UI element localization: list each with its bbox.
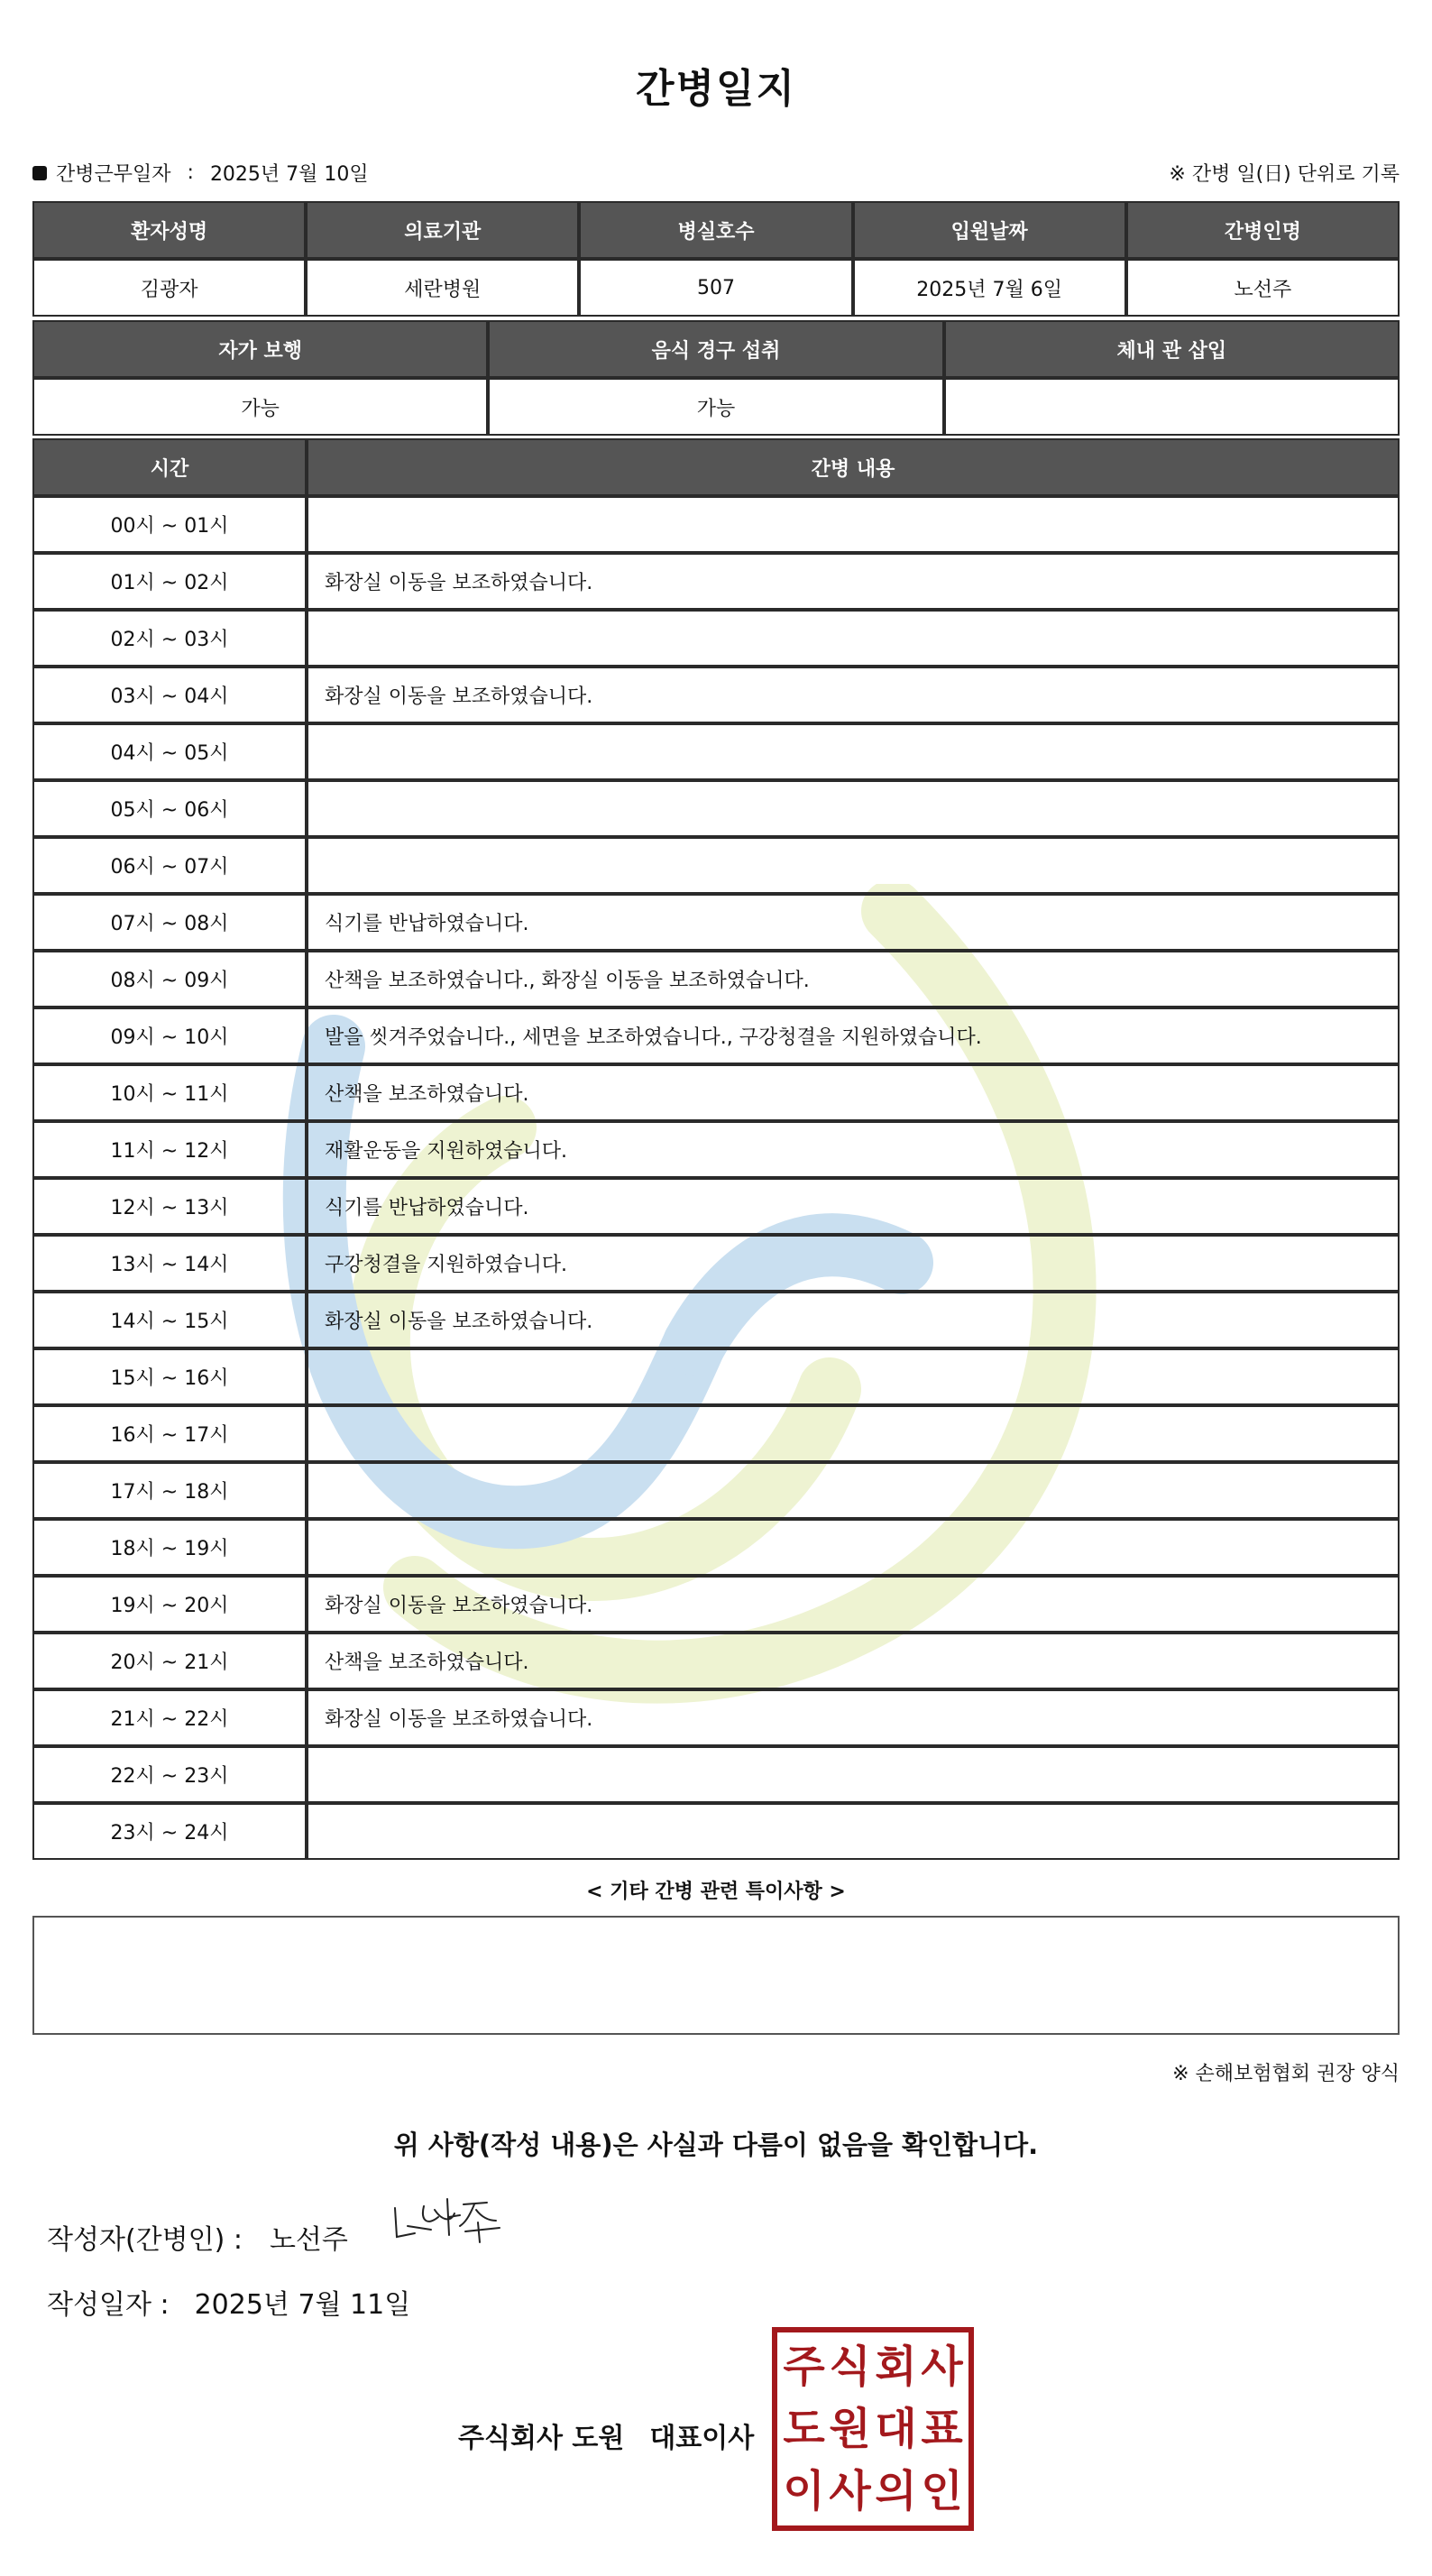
admission-date-header: 입원날짜: [853, 201, 1126, 259]
care-log-row: [32, 780, 1400, 837]
content-cell: 화장실 이동을 보조하였습니다.: [307, 1576, 1400, 1633]
caregiver-value: 노선주: [1126, 259, 1400, 317]
tube-insertion-header: 체내 관 삽입: [944, 320, 1400, 378]
care-log-row: [32, 894, 1400, 951]
seal-char: 회: [875, 2341, 917, 2393]
work-date-label: 간병근무일자: [56, 163, 171, 186]
work-date-row: [32, 159, 369, 187]
handwritten-signature: [388, 2190, 514, 2253]
care-log-row: [32, 723, 1400, 780]
written-date-value: 2025년 7월 11일: [194, 2289, 411, 2321]
time-column-header: 시간: [32, 438, 307, 496]
seal-char: 도: [783, 2403, 825, 2454]
care-log-row: [32, 1803, 1400, 1860]
time-cell: 13시 ~ 14시: [32, 1235, 307, 1292]
seal-char: 인: [921, 2465, 963, 2516]
oral-intake-header: 음식 경구 섭취: [488, 320, 943, 378]
time-cell: 12시 ~ 13시: [32, 1178, 307, 1235]
care-log-body: [32, 496, 1400, 1860]
content-cell: [307, 1405, 1400, 1462]
content-cell: 구강청결을 지원하였습니다.: [307, 1235, 1400, 1292]
company-seal-stamp: [772, 2327, 974, 2531]
content-cell: [307, 1519, 1400, 1576]
content-cell: 식기를 반납하였습니다.: [307, 894, 1400, 951]
time-cell: 23시 ~ 24시: [32, 1803, 307, 1860]
care-log-row: [32, 1746, 1400, 1803]
care-log-row: [32, 496, 1400, 553]
content-cell: [307, 496, 1400, 553]
care-log-row: [32, 1292, 1400, 1348]
seal-char: 식: [829, 2341, 871, 2393]
company-name: 주식회사 도원: [458, 2423, 625, 2454]
content-cell: 화장실 이동을 보조하였습니다.: [307, 1292, 1400, 1348]
care-log-row: [32, 1007, 1400, 1064]
seal-char: 원: [829, 2403, 871, 2454]
content-cell: 산책을 보조하였습니다.: [307, 1633, 1400, 1689]
care-log-row: [32, 951, 1400, 1007]
content-cell: 재활운동을 지원하였습니다.: [307, 1121, 1400, 1178]
content-cell: [307, 1462, 1400, 1519]
care-log-row: [32, 1064, 1400, 1121]
time-cell: 04시 ~ 05시: [32, 723, 307, 780]
seal-char: 표: [921, 2403, 963, 2454]
content-cell: [307, 610, 1400, 667]
form-note: ※ 손해보험협회 권장 양식: [1172, 2063, 1400, 2085]
seal-char: 사: [829, 2465, 871, 2516]
time-cell: 05시 ~ 06시: [32, 780, 307, 837]
writer-label: 작성자(간병인) :: [47, 2224, 243, 2256]
time-cell: 02시 ~ 03시: [32, 610, 307, 667]
content-cell: [307, 723, 1400, 780]
time-cell: 22시 ~ 23시: [32, 1746, 307, 1803]
notes-title: < 기타 간병 관련 특이사항 >: [586, 1881, 846, 1903]
care-log-row: [32, 1235, 1400, 1292]
care-log-row: [32, 553, 1400, 610]
time-cell: 06시 ~ 07시: [32, 837, 307, 894]
care-log-row: [32, 837, 1400, 894]
work-date-separator: :: [187, 161, 194, 184]
content-cell: 화장실 이동을 보조하였습니다.: [307, 1689, 1400, 1746]
content-cell: 화장실 이동을 보조하였습니다.: [307, 667, 1400, 723]
time-cell: 21시 ~ 22시: [32, 1689, 307, 1746]
notes-box: [32, 1916, 1400, 2035]
writer-name: 노선주: [269, 2224, 348, 2256]
care-log-row: [32, 1405, 1400, 1462]
content-cell: 산책을 보조하였습니다., 화장실 이동을 보조하였습니다.: [307, 951, 1400, 1007]
care-log-row: [32, 610, 1400, 667]
seal-characters: [781, 2336, 965, 2522]
self-walking-value: 가능: [32, 378, 488, 436]
care-log-row: [32, 1348, 1400, 1405]
patient-status-table: [32, 320, 1400, 436]
care-log-row: [32, 1576, 1400, 1633]
self-walking-header: 자가 보행: [32, 320, 488, 378]
seal-char: 사: [921, 2341, 963, 2393]
content-column-header: 간병 내용: [307, 438, 1400, 496]
page-title: 간병일지: [635, 66, 796, 112]
time-cell: 01시 ~ 02시: [32, 553, 307, 610]
patient-name-value: 김광자: [32, 259, 306, 317]
care-log-row: [32, 1519, 1400, 1576]
seal-char: 이: [783, 2465, 825, 2516]
company-ceo: 대표이사: [649, 2423, 755, 2454]
patient-name-header: 환자성명: [32, 201, 306, 259]
content-cell: 화장실 이동을 보조하였습니다.: [307, 553, 1400, 610]
care-log-row: [32, 1462, 1400, 1519]
tube-insertion-value: [944, 378, 1400, 436]
time-cell: 17시 ~ 18시: [32, 1462, 307, 1519]
care-log-row: [32, 667, 1400, 723]
caregiver-header: 간병인명: [1126, 201, 1400, 259]
care-log-row: [32, 1178, 1400, 1235]
hospital-header: 의료기관: [306, 201, 579, 259]
content-cell: 식기를 반납하였습니다.: [307, 1178, 1400, 1235]
company-row: [458, 2415, 754, 2455]
time-cell: 20시 ~ 21시: [32, 1633, 307, 1689]
content-cell: [307, 1803, 1400, 1860]
writer-row: [47, 2217, 348, 2257]
seal-char: 대: [875, 2403, 917, 2454]
care-log-table: [32, 438, 1400, 1860]
care-log-row: [32, 1633, 1400, 1689]
time-cell: 10시 ~ 11시: [32, 1064, 307, 1121]
seal-char: 의: [875, 2465, 917, 2516]
work-date-value: 2025년 7월 10일: [209, 163, 369, 186]
content-cell: [307, 1746, 1400, 1803]
content-cell: [307, 780, 1400, 837]
bullet-square-icon: [32, 166, 47, 180]
time-cell: 03시 ~ 04시: [32, 667, 307, 723]
time-cell: 11시 ~ 12시: [32, 1121, 307, 1178]
time-cell: 15시 ~ 16시: [32, 1348, 307, 1405]
admission-date-value: 2025년 7월 6일: [853, 259, 1126, 317]
content-cell: [307, 837, 1400, 894]
time-cell: 14시 ~ 15시: [32, 1292, 307, 1348]
written-date-row: [47, 2282, 410, 2322]
time-cell: 09시 ~ 10시: [32, 1007, 307, 1064]
content-cell: 발을 씻겨주었습니다., 세면을 보조하였습니다., 구강청결을 지원하였습니다.: [307, 1007, 1400, 1064]
care-log-row: [32, 1689, 1400, 1746]
content-cell: [307, 1348, 1400, 1405]
unit-note: ※ 간병 일(日) 단위로 기록: [1169, 163, 1400, 186]
seal-char: 주: [783, 2341, 825, 2393]
oral-intake-value: 가능: [488, 378, 943, 436]
time-cell: 18시 ~ 19시: [32, 1519, 307, 1576]
time-cell: 07시 ~ 08시: [32, 894, 307, 951]
time-cell: 08시 ~ 09시: [32, 951, 307, 1007]
room-header: 병실호수: [579, 201, 852, 259]
written-date-label: 작성일자 :: [47, 2289, 170, 2321]
time-cell: 16시 ~ 17시: [32, 1405, 307, 1462]
content-cell: 산책을 보조하였습니다.: [307, 1064, 1400, 1121]
confirmation-statement: 위 사항(작성 내용)은 사실과 다름이 없음을 확인합니다.: [393, 2130, 1039, 2160]
room-value: 507: [579, 259, 852, 317]
hospital-value: 세란병원: [306, 259, 579, 317]
time-cell: 19시 ~ 20시: [32, 1576, 307, 1633]
time-cell: 00시 ~ 01시: [32, 496, 307, 553]
patient-info-table: [32, 201, 1400, 317]
care-log-row: [32, 1121, 1400, 1178]
